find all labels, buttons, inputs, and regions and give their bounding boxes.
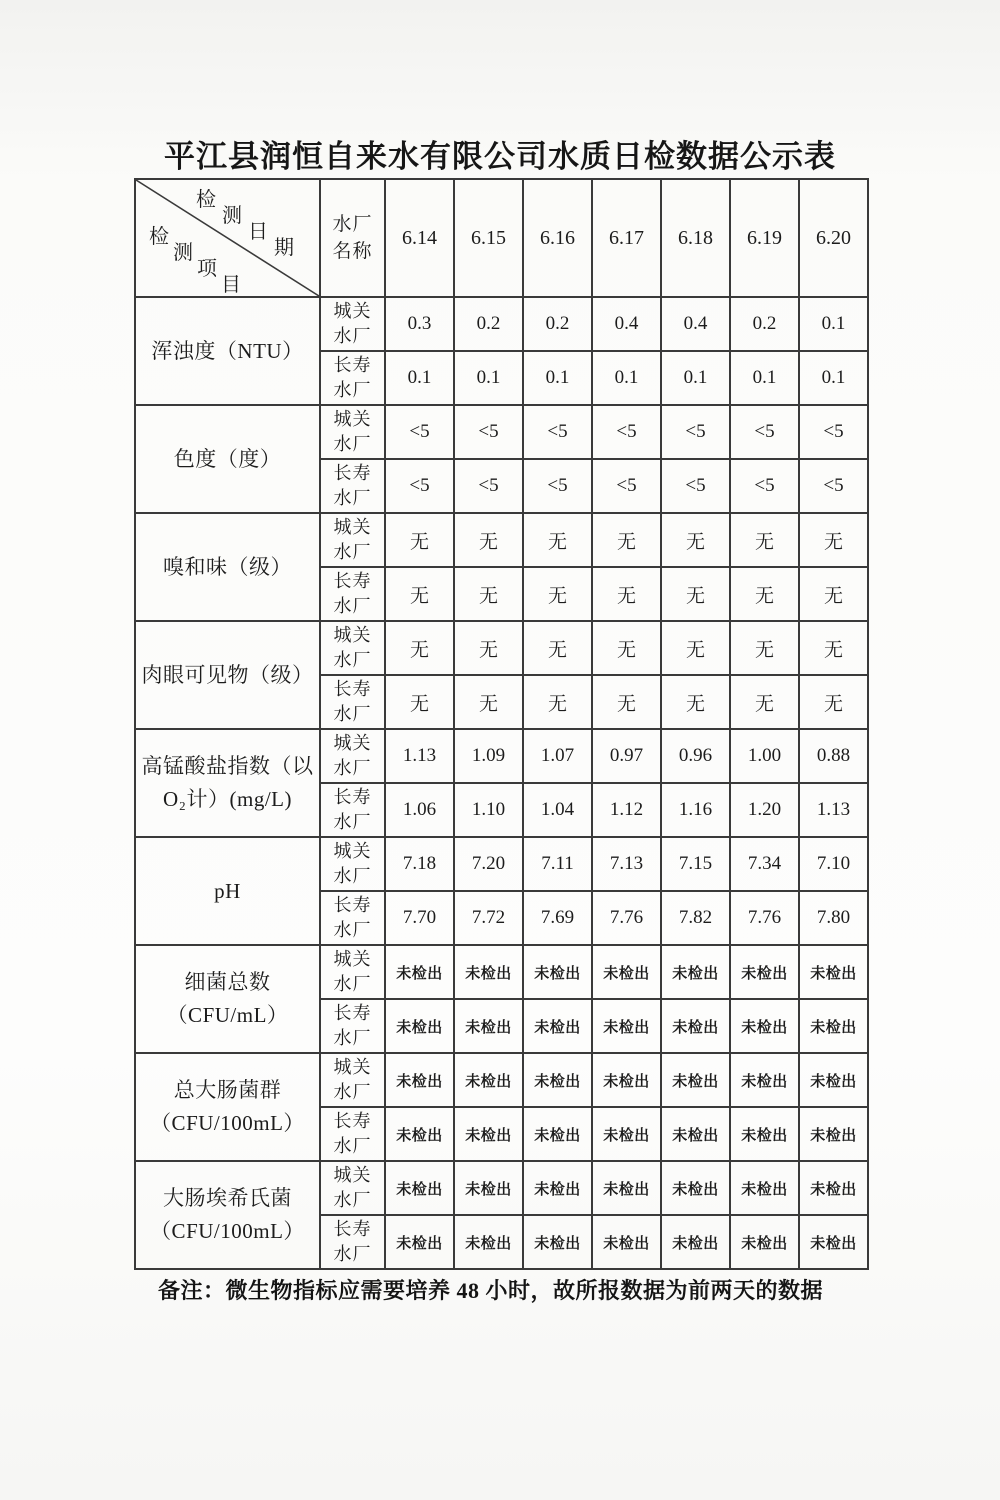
value-cell: 无 [523,621,592,675]
plant-column-header-cell [320,179,385,297]
value-cell: 无 [454,675,523,729]
value-cell: 无 [523,675,592,729]
value-cell: 1.20 [730,783,799,837]
water-quality-table [134,178,869,1270]
plant-name-line: 水厂 [333,542,372,562]
value-cell: 无 [592,675,661,729]
value-cell: 无 [661,675,730,729]
value-cell: 未检出 [799,1107,868,1161]
value-cell: 未检出 [385,999,454,1053]
value-cell: <5 [799,405,868,459]
value-cell: 未检出 [730,1053,799,1107]
value-cell: 未检出 [592,999,661,1053]
table-row [135,1161,868,1215]
value-cell: <5 [385,459,454,513]
corner-top-label-char: 测 [222,205,242,227]
value-cell: 未检出 [661,1215,730,1269]
value-cell: 未检出 [523,945,592,999]
plant-name-line: 水厂 [333,1028,372,1048]
plant-column-header-line: 水厂 [332,214,373,235]
value-cell: <5 [730,459,799,513]
value-cell: 未检出 [661,1053,730,1107]
value-cell: 无 [730,675,799,729]
value-cell: 1.13 [385,729,454,783]
table-header-row [135,179,868,297]
value-cell: 0.88 [799,729,868,783]
item-name-line: 嗅和味（级） [163,554,292,579]
value-cell: 未检出 [799,999,868,1053]
item-name-cell [135,729,320,837]
value-cell: 无 [799,513,868,567]
value-cell: 无 [385,621,454,675]
value-cell: <5 [799,459,868,513]
plant-name-line: 城关 [333,1165,372,1185]
item-name-cell [135,1053,320,1161]
plant-name-line: 长寿 [333,1111,372,1131]
value-cell: 未检出 [454,1053,523,1107]
value-cell: 未检出 [799,1161,868,1215]
value-cell: <5 [454,405,523,459]
value-cell: 无 [385,567,454,621]
value-cell: 无 [385,513,454,567]
value-cell: 无 [661,513,730,567]
plant-name-cell [320,891,385,945]
plant-name-line: 城关 [333,625,372,645]
table-row [135,1053,868,1107]
item-name-cell [135,945,320,1053]
footnote: 备注：微生物指标应需要培养 48 小时，故所报数据为前两天的数据 [158,1278,824,1303]
value-cell: 未检出 [523,1053,592,1107]
plant-name-line: 长寿 [333,1003,372,1023]
value-cell: 无 [730,567,799,621]
value-cell: 7.15 [661,837,730,891]
value-cell: 0.1 [799,297,868,351]
plant-name-cell [320,837,385,891]
value-cell: 未检出 [661,999,730,1053]
value-cell: 未检出 [523,999,592,1053]
value-cell: 7.82 [661,891,730,945]
value-cell: 未检出 [799,1053,868,1107]
value-cell: 7.76 [730,891,799,945]
value-cell: 1.10 [454,783,523,837]
plant-name-line: 长寿 [333,1219,372,1239]
value-cell: 未检出 [454,945,523,999]
value-cell: 1.16 [661,783,730,837]
value-cell: 无 [592,621,661,675]
item-name-line: 大肠埃希氏菌 [163,1186,292,1210]
value-cell: <5 [385,405,454,459]
plant-name-cell [320,351,385,405]
corner-bottom-label-char: 检 [149,226,169,248]
plant-name-line: 长寿 [333,895,372,915]
value-cell: 0.2 [454,297,523,351]
value-cell: 未检出 [523,1107,592,1161]
item-name-line: 总大肠菌群 [173,1078,282,1102]
plant-name-line: 水厂 [333,326,372,346]
plant-name-line: 长寿 [333,355,372,375]
item-name-cell [135,513,320,621]
value-cell: 1.00 [730,729,799,783]
date-header-cell: 6.15 [454,179,523,297]
plant-name-cell [320,675,385,729]
item-name-line: （CFU/100mL） [150,1111,305,1135]
value-cell: 未检出 [592,945,661,999]
value-cell: <5 [523,459,592,513]
plant-name-cell [320,459,385,513]
value-cell: 0.1 [661,351,730,405]
plant-name-line: 水厂 [333,758,372,778]
value-cell: 未检出 [730,999,799,1053]
item-name-line: （CFU/mL） [166,1003,289,1027]
value-cell: 无 [661,621,730,675]
value-cell: 1.13 [799,783,868,837]
item-name-line: 肉眼可见物（级） [141,662,314,687]
value-cell: 7.80 [799,891,868,945]
value-cell: 0.1 [523,351,592,405]
value-cell: 无 [730,513,799,567]
value-cell: 0.4 [592,297,661,351]
table-row [135,729,868,783]
value-cell: 1.07 [523,729,592,783]
value-cell: 7.76 [592,891,661,945]
value-cell: 7.69 [523,891,592,945]
item-name-cell [135,405,320,513]
value-cell: 无 [454,621,523,675]
plant-name-line: 城关 [333,733,372,753]
plant-name-line: 水厂 [333,650,372,670]
value-cell: 1.09 [454,729,523,783]
value-cell: 7.13 [592,837,661,891]
table-row [135,837,868,891]
value-cell: 未检出 [592,1161,661,1215]
date-header-cell: 6.20 [799,179,868,297]
value-cell: <5 [592,459,661,513]
plant-name-cell [320,729,385,783]
value-cell: 无 [523,567,592,621]
plant-name-cell [320,297,385,351]
value-cell: 未检出 [523,1161,592,1215]
plant-name-cell [320,405,385,459]
value-cell: 未检出 [661,1107,730,1161]
value-cell: 未检出 [523,1215,592,1269]
plant-name-line: 长寿 [333,679,372,699]
item-name-line: （CFU/100mL） [150,1219,305,1243]
value-cell: 无 [799,675,868,729]
plant-name-cell [320,1215,385,1269]
table-row [135,621,868,675]
value-cell: 0.2 [523,297,592,351]
value-cell: 未检出 [385,945,454,999]
item-name-cell [135,1161,320,1269]
value-cell: 未检出 [454,1161,523,1215]
corner-bottom-label-char: 项 [197,258,217,280]
corner-top-label-char: 期 [274,237,294,259]
value-cell: 未检出 [730,945,799,999]
item-name-cell [135,621,320,729]
item-name-line: 浑浊度（NTU） [151,338,304,363]
plant-name-cell [320,1161,385,1215]
value-cell: 未检出 [661,1161,730,1215]
corner-bottom-label-char: 目 [221,274,241,296]
item-name-line: 高锰酸盐指数（以 [141,754,314,778]
value-cell: 0.96 [661,729,730,783]
value-cell: <5 [523,405,592,459]
item-name-cell [135,837,320,945]
value-cell: 未检出 [454,999,523,1053]
corner-top-label-char: 日 [248,221,268,243]
plant-name-line: 城关 [333,949,372,969]
value-cell: 无 [454,567,523,621]
value-cell: 0.3 [385,297,454,351]
plant-name-cell [320,1053,385,1107]
plant-name-line: 水厂 [333,1190,372,1210]
value-cell: 7.70 [385,891,454,945]
date-header-cell: 6.19 [730,179,799,297]
value-cell: 未检出 [592,1107,661,1161]
corner-header-cell [135,179,320,297]
value-cell: 0.1 [454,351,523,405]
value-cell: 未检出 [592,1053,661,1107]
value-cell: 未检出 [799,945,868,999]
plant-name-cell [320,945,385,999]
plant-name-line: 水厂 [333,1136,372,1156]
value-cell: 0.1 [385,351,454,405]
corner-top-label-char: 检 [196,189,216,211]
value-cell: 未检出 [730,1161,799,1215]
value-cell: 0.1 [592,351,661,405]
date-header-cell: 6.17 [592,179,661,297]
value-cell: 7.72 [454,891,523,945]
value-cell: 7.10 [799,837,868,891]
plant-name-line: 水厂 [333,1244,372,1264]
plant-name-cell [320,1107,385,1161]
date-header-cell: 6.16 [523,179,592,297]
plant-name-cell [320,783,385,837]
plant-name-line: 长寿 [333,787,372,807]
item-name-line: 细菌总数 [184,970,271,994]
item-name-cell [135,297,320,405]
value-cell: 无 [454,513,523,567]
value-cell: <5 [730,405,799,459]
value-cell: 0.1 [799,351,868,405]
value-cell: 未检出 [385,1053,454,1107]
value-cell: 1.06 [385,783,454,837]
plant-name-line: 城关 [333,517,372,537]
value-cell: 无 [385,675,454,729]
value-cell: 无 [592,513,661,567]
plant-name-line: 城关 [333,1057,372,1077]
value-cell: 未检出 [385,1161,454,1215]
plant-name-line: 水厂 [333,1082,372,1102]
value-cell: 未检出 [730,1107,799,1161]
table-body [135,179,868,1269]
plant-name-line: 长寿 [333,571,372,591]
value-cell: 7.18 [385,837,454,891]
value-cell: <5 [454,459,523,513]
value-cell: 0.97 [592,729,661,783]
value-cell: 无 [592,567,661,621]
value-cell: 无 [661,567,730,621]
value-cell: 未检出 [661,945,730,999]
plant-name-line: 城关 [333,841,372,861]
item-name-line: O₂计）(mg/L) [163,787,292,811]
plant-column-header-line: 名称 [332,241,373,262]
table-row [135,405,868,459]
value-cell: 未检出 [799,1215,868,1269]
value-cell: 未检出 [592,1215,661,1269]
table-row [135,945,868,999]
plant-name-cell [320,621,385,675]
value-cell: <5 [661,459,730,513]
plant-name-line: 水厂 [333,920,372,940]
value-cell: <5 [661,405,730,459]
plant-name-line: 水厂 [333,434,372,454]
value-cell: 未检出 [385,1215,454,1269]
plant-name-cell [320,999,385,1053]
plant-name-line: 城关 [333,301,372,321]
plant-name-line: 长寿 [333,463,372,483]
value-cell: 无 [523,513,592,567]
value-cell: 未检出 [385,1107,454,1161]
value-cell: 未检出 [730,1215,799,1269]
item-name-line: pH [214,878,241,903]
plant-name-line: 水厂 [333,488,372,508]
plant-name-line: 城关 [333,409,372,429]
plant-name-line: 水厂 [333,596,372,616]
plant-name-line: 水厂 [333,704,372,724]
plant-name-cell [320,513,385,567]
value-cell: 7.11 [523,837,592,891]
value-cell: 7.34 [730,837,799,891]
item-name-line: 色度（度） [173,446,282,471]
plant-name-line: 水厂 [333,812,372,832]
value-cell: 0.1 [730,351,799,405]
plant-name-line: 水厂 [333,866,372,886]
value-cell: 0.2 [730,297,799,351]
plant-name-line: 水厂 [333,974,372,994]
table-row [135,297,868,351]
date-header-cell: 6.14 [385,179,454,297]
value-cell: 1.04 [523,783,592,837]
corner-bottom-label-char: 测 [173,242,193,264]
plant-name-cell [320,567,385,621]
value-cell: <5 [592,405,661,459]
page-title: 平江县润恒自来水有限公司水质日检数据公示表 [164,139,836,174]
value-cell: 无 [730,621,799,675]
date-header-cell: 6.18 [661,179,730,297]
table-row [135,513,868,567]
value-cell: 1.12 [592,783,661,837]
value-cell: 7.20 [454,837,523,891]
value-cell: 无 [799,621,868,675]
value-cell: 无 [799,567,868,621]
value-cell: 未检出 [454,1215,523,1269]
value-cell: 未检出 [454,1107,523,1161]
value-cell: 0.4 [661,297,730,351]
plant-name-line: 水厂 [333,380,372,400]
